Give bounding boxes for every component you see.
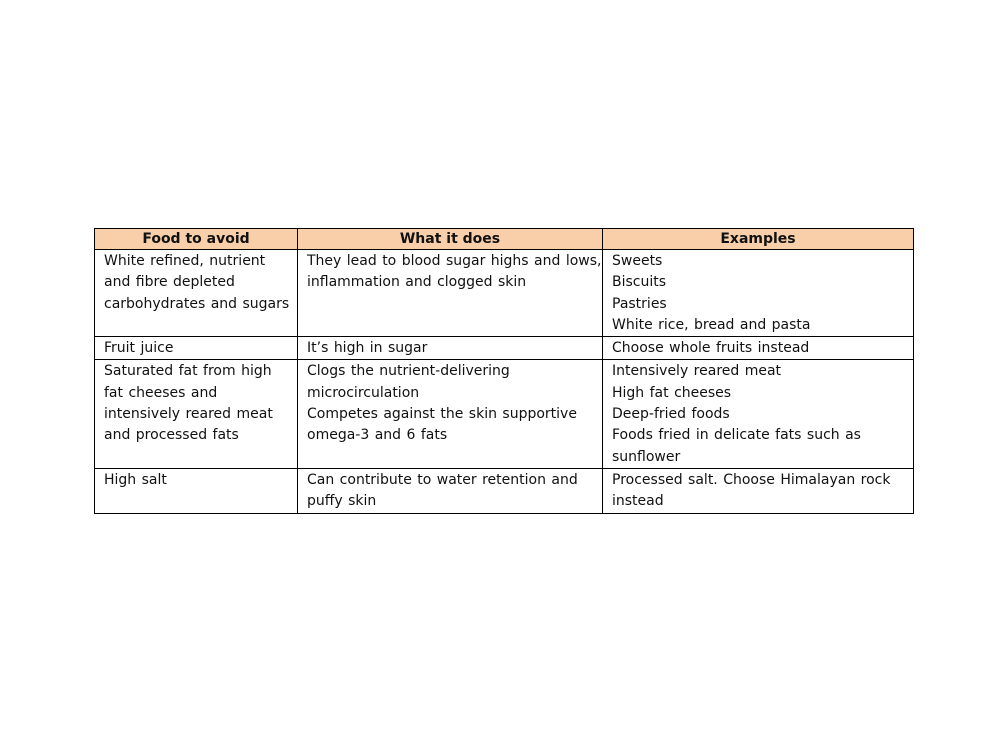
cell-line: It’s high in sugar xyxy=(307,340,428,357)
food-cell xyxy=(95,360,298,468)
food-cell xyxy=(95,250,298,337)
food-cell xyxy=(95,337,298,360)
food-avoid-table xyxy=(94,228,914,514)
cell-line: microcirculation xyxy=(307,384,420,401)
cell-line: Pastries xyxy=(612,295,667,312)
cell-line: Processed salt. Choose Himalayan rock xyxy=(612,471,891,488)
cell-line: carbohydrates and sugars xyxy=(104,295,290,312)
cell-line: Deep-fried foods xyxy=(612,406,730,423)
effect-cell xyxy=(298,337,603,360)
table-row xyxy=(95,337,914,360)
cell-line: sunflower xyxy=(612,448,681,465)
table-row xyxy=(95,250,914,337)
cell-line: Intensively reared meat xyxy=(612,363,782,380)
cell-line: fat cheeses and xyxy=(104,384,218,401)
table-row xyxy=(95,468,914,513)
cell-line: High salt xyxy=(104,471,167,488)
cell-line: instead xyxy=(612,493,664,510)
cell-line: omega-3 and 6 fats xyxy=(307,427,448,444)
cell-line: They lead to blood sugar highs and lows, xyxy=(307,253,602,269)
header-what-it-does: What it does xyxy=(298,229,603,250)
cell-line: Choose whole fruits instead xyxy=(612,340,810,357)
header-examples: Examples xyxy=(603,229,914,250)
table-header-row xyxy=(95,229,914,250)
cell-line: Foods fried in delicate fats such as xyxy=(612,427,861,444)
examples-cell xyxy=(603,360,914,468)
cell-line: Fruit juice xyxy=(104,340,174,357)
examples-cell xyxy=(603,337,914,360)
cell-line: and processed fats xyxy=(104,427,239,444)
effect-cell xyxy=(298,250,603,337)
food-cell xyxy=(95,468,298,513)
cell-line: Competes against the skin supportive xyxy=(307,406,577,423)
cell-line: Clogs the nutrient-delivering xyxy=(307,363,510,380)
header-food-to-avoid: Food to avoid xyxy=(95,229,298,250)
table-row xyxy=(95,360,914,468)
cell-line: White refined, nutrient xyxy=(104,253,266,269)
cell-line: and fibre depleted xyxy=(104,274,235,291)
cell-line: intensively reared meat xyxy=(104,406,273,423)
cell-line: White rice, bread and pasta xyxy=(612,316,811,333)
examples-cell xyxy=(603,468,914,513)
cell-line: inflammation and clogged skin xyxy=(307,274,527,291)
cell-line: puffy skin xyxy=(307,493,377,510)
cell-line: High fat cheeses xyxy=(612,384,732,401)
examples-cell xyxy=(603,250,914,337)
cell-line: Can contribute to water retention and xyxy=(307,471,578,488)
cell-line: Biscuits xyxy=(612,274,667,291)
cell-line: Sweets xyxy=(612,253,663,269)
effect-cell xyxy=(298,468,603,513)
effect-cell xyxy=(298,360,603,468)
cell-line: Saturated fat from high xyxy=(104,363,272,380)
